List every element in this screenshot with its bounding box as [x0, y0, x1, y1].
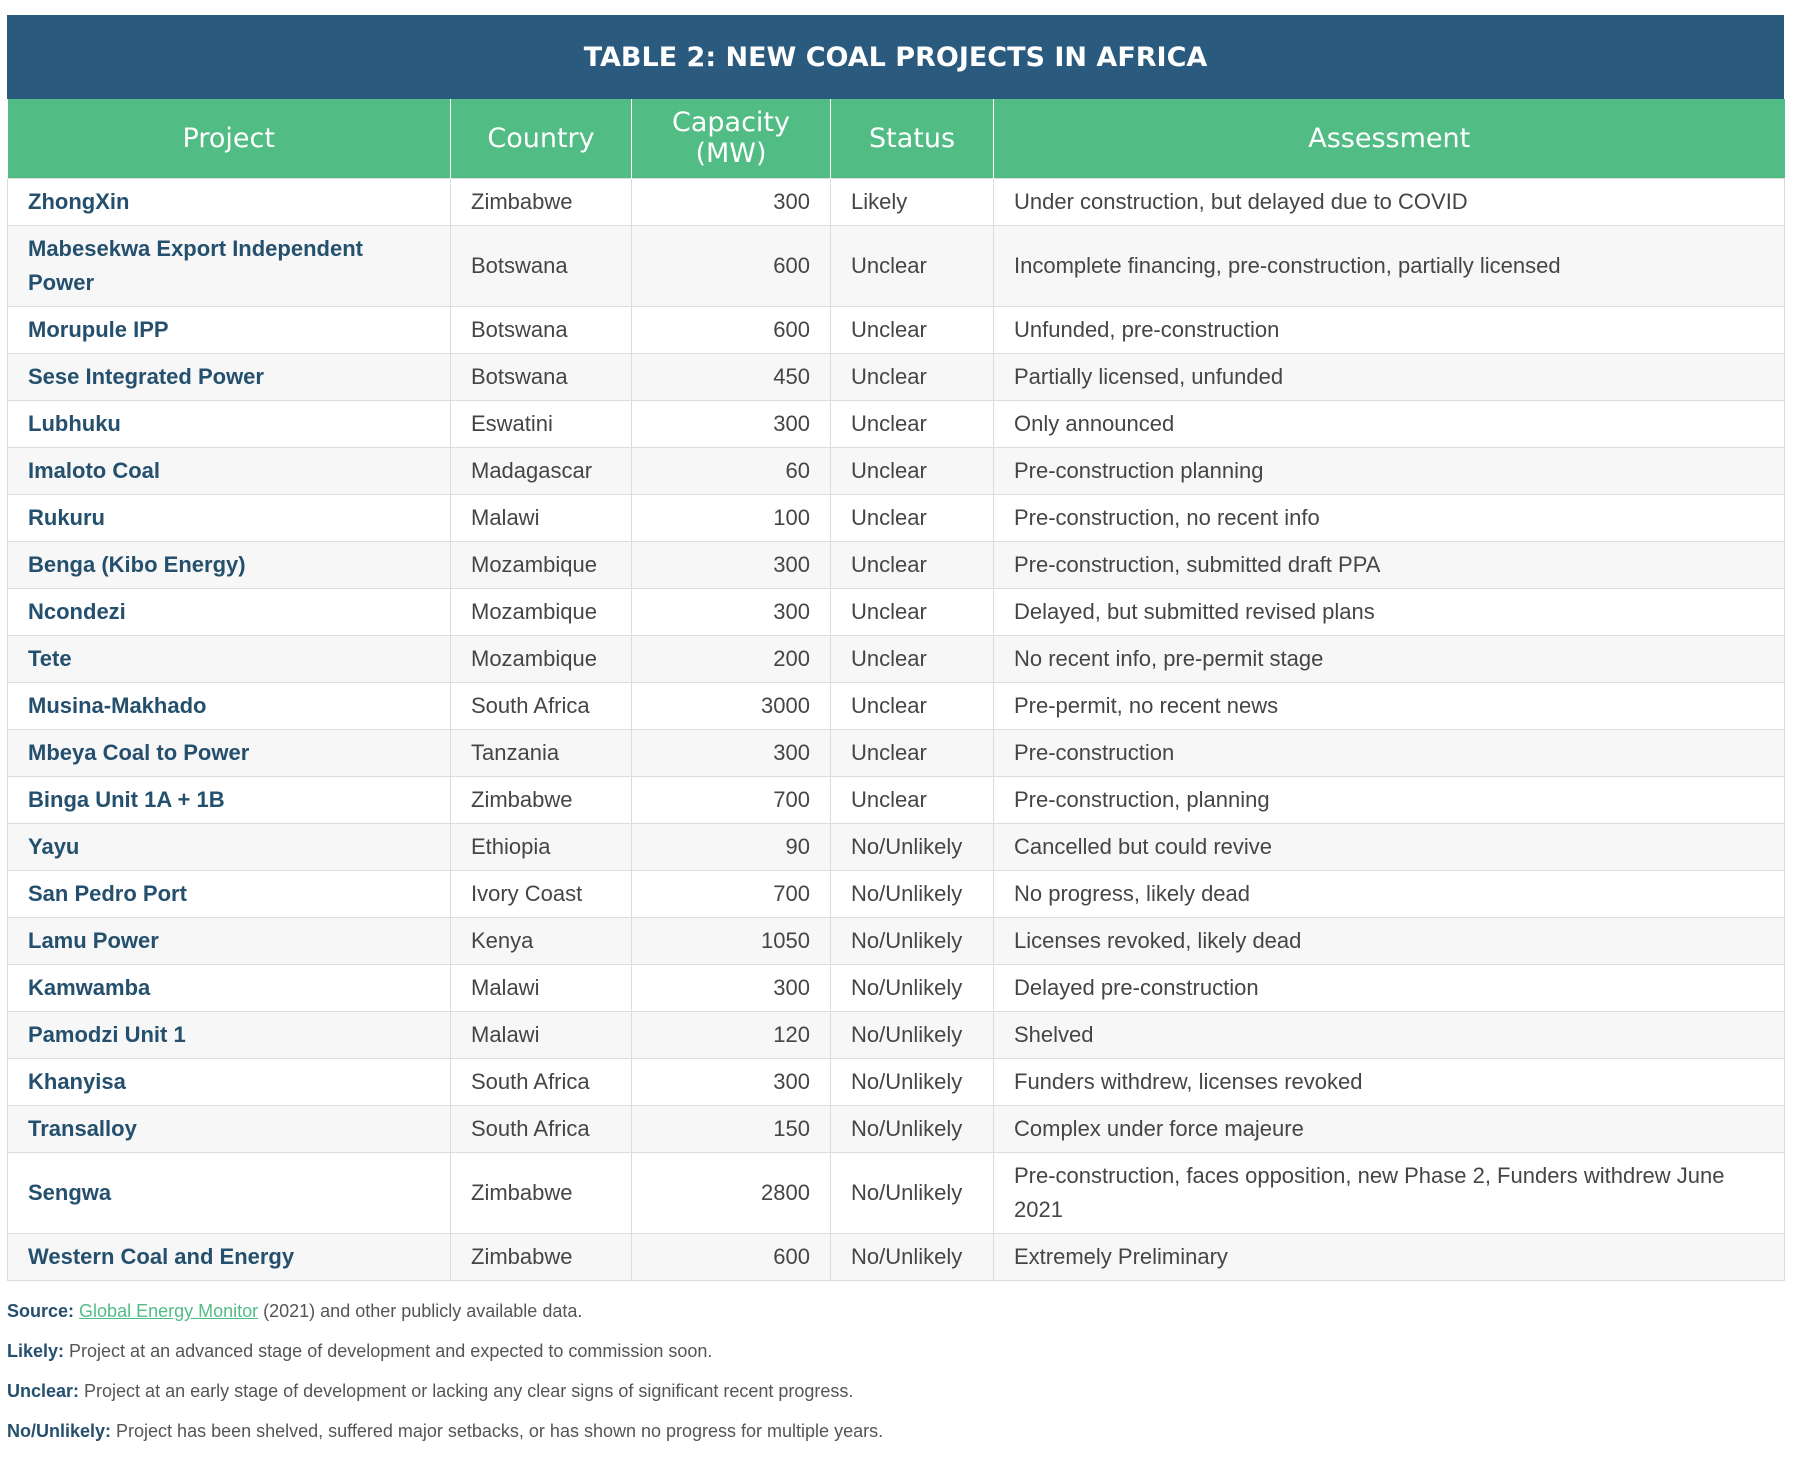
status-cell: Unclear	[831, 541, 994, 588]
country-cell: South Africa	[451, 1058, 632, 1105]
table-row	[8, 1058, 1785, 1105]
project-cell: Musina-Makhado	[8, 682, 451, 729]
column-header-assessment: Assessment	[994, 99, 1785, 178]
capacity-cell: 200	[632, 635, 831, 682]
country-cell: Botswana	[451, 353, 632, 400]
table-row	[8, 1233, 1785, 1280]
column-header-status: Status	[831, 99, 994, 178]
status-cell: No/Unlikely	[831, 1011, 994, 1058]
global-energy-monitor-link[interactable]: Global Energy Monitor	[79, 1301, 259, 1321]
status-cell: No/Unlikely	[831, 870, 994, 917]
table-row	[8, 306, 1785, 353]
country-cell: South Africa	[451, 1105, 632, 1152]
table-row	[8, 823, 1785, 870]
likely-text: Project at an advanced stage of development and expected to commission soon.	[64, 1341, 713, 1361]
project-cell: Lubhuku	[8, 400, 451, 447]
country-cell: Malawi	[451, 1011, 632, 1058]
project-cell: Sese Integrated Power	[8, 353, 451, 400]
project-cell: Western Coal and Energy	[8, 1233, 451, 1280]
country-cell: Kenya	[451, 917, 632, 964]
table-row	[8, 353, 1785, 400]
country-cell: Malawi	[451, 964, 632, 1011]
capacity-cell: 300	[632, 1058, 831, 1105]
table-row	[8, 776, 1785, 823]
status-cell: No/Unlikely	[831, 1105, 994, 1152]
assessment-cell: Pre-construction, no recent info	[994, 494, 1785, 541]
project-cell: Pamodzi Unit 1	[8, 1011, 451, 1058]
table-row	[8, 682, 1785, 729]
assessment-cell: Pre-construction, faces opposition, new Phase 2, Funders withdrew June 2021	[994, 1152, 1785, 1233]
table-row	[8, 635, 1785, 682]
unclear-label: Unclear:	[7, 1381, 80, 1401]
country-cell: Zimbabwe	[451, 776, 632, 823]
capacity-cell: 300	[632, 400, 831, 447]
table-row	[8, 1105, 1785, 1152]
table-row	[8, 729, 1785, 776]
country-cell: Zimbabwe	[451, 1152, 632, 1233]
status-cell: Unclear	[831, 635, 994, 682]
no-unlikely-label: No/Unlikely:	[7, 1421, 112, 1441]
table-row	[8, 870, 1785, 917]
country-cell: Madagascar	[451, 447, 632, 494]
project-cell: Kamwamba	[8, 964, 451, 1011]
status-cell: No/Unlikely	[831, 1058, 994, 1105]
project-cell: Sengwa	[8, 1152, 451, 1233]
country-cell: Mozambique	[451, 588, 632, 635]
assessment-cell: Pre-construction	[994, 729, 1785, 776]
project-cell: Rukuru	[8, 494, 451, 541]
table-row	[8, 178, 1785, 225]
country-cell: Malawi	[451, 494, 632, 541]
country-cell: Ivory Coast	[451, 870, 632, 917]
country-cell: Ethiopia	[451, 823, 632, 870]
column-header-project: Project	[8, 99, 451, 178]
assessment-cell: Pre-construction, submitted draft PPA	[994, 541, 1785, 588]
project-cell: Yayu	[8, 823, 451, 870]
country-cell: Tanzania	[451, 729, 632, 776]
country-cell: Botswana	[451, 225, 632, 306]
capacity-cell: 150	[632, 1105, 831, 1152]
capacity-cell: 1050	[632, 917, 831, 964]
coal-projects-table-container	[7, 15, 1784, 1281]
country-cell: Mozambique	[451, 541, 632, 588]
assessment-cell: Delayed pre-construction	[994, 964, 1785, 1011]
country-cell: Botswana	[451, 306, 632, 353]
assessment-cell: Cancelled but could revive	[994, 823, 1785, 870]
source-text: (2021) and other publicly available data.	[258, 1301, 583, 1321]
status-cell: Unclear	[831, 494, 994, 541]
status-cell: Unclear	[831, 447, 994, 494]
table-notes	[7, 1300, 1784, 1460]
likely-note	[7, 1340, 1784, 1380]
capacity-cell: 600	[632, 225, 831, 306]
capacity-cell: 450	[632, 353, 831, 400]
status-cell: No/Unlikely	[831, 1233, 994, 1280]
status-cell: Unclear	[831, 400, 994, 447]
no-unlikely-note	[7, 1420, 1784, 1460]
country-cell: Zimbabwe	[451, 178, 632, 225]
status-cell: No/Unlikely	[831, 823, 994, 870]
assessment-cell: Unfunded, pre-construction	[994, 306, 1785, 353]
assessment-cell: Pre-construction planning	[994, 447, 1785, 494]
capacity-cell: 600	[632, 1233, 831, 1280]
status-cell: Unclear	[831, 306, 994, 353]
table-row	[8, 588, 1785, 635]
capacity-cell: 60	[632, 447, 831, 494]
capacity-cell: 300	[632, 588, 831, 635]
table-row	[8, 447, 1785, 494]
status-cell: No/Unlikely	[831, 1152, 994, 1233]
capacity-cell: 2800	[632, 1152, 831, 1233]
project-cell: San Pedro Port	[8, 870, 451, 917]
column-header-country: Country	[451, 99, 632, 178]
status-cell: Unclear	[831, 353, 994, 400]
table-row	[8, 541, 1785, 588]
status-cell: No/Unlikely	[831, 917, 994, 964]
capacity-cell: 120	[632, 1011, 831, 1058]
project-cell: Khanyisa	[8, 1058, 451, 1105]
country-cell: Mozambique	[451, 635, 632, 682]
assessment-cell: Shelved	[994, 1011, 1785, 1058]
status-cell: Unclear	[831, 776, 994, 823]
assessment-cell: No progress, likely dead	[994, 870, 1785, 917]
country-cell: Zimbabwe	[451, 1233, 632, 1280]
table-row	[8, 964, 1785, 1011]
project-cell: Benga (Kibo Energy)	[8, 541, 451, 588]
table-row	[8, 225, 1785, 306]
project-cell: Tete	[8, 635, 451, 682]
unclear-text: Project at an early stage of development or lacking any clear signs of significant recent progress.	[79, 1381, 854, 1401]
project-cell: Lamu Power	[8, 917, 451, 964]
table-title: TABLE 2: NEW COAL PROJECTS IN AFRICA	[7, 15, 1784, 99]
assessment-cell: No recent info, pre-permit stage	[994, 635, 1785, 682]
column-header-capacity: Capacity (MW)	[632, 99, 831, 178]
project-cell: Ncondezi	[8, 588, 451, 635]
project-cell: Imaloto Coal	[8, 447, 451, 494]
capacity-cell: 700	[632, 776, 831, 823]
status-cell: Unclear	[831, 729, 994, 776]
table-header-row	[8, 99, 1785, 178]
assessment-cell: Funders withdrew, licenses revoked	[994, 1058, 1785, 1105]
assessment-cell: Under construction, but delayed due to COVID	[994, 178, 1785, 225]
capacity-cell: 300	[632, 178, 831, 225]
table-row	[8, 400, 1785, 447]
table-row	[8, 494, 1785, 541]
assessment-cell: Pre-construction, planning	[994, 776, 1785, 823]
project-cell: Binga Unit 1A + 1B	[8, 776, 451, 823]
capacity-cell: 3000	[632, 682, 831, 729]
source-label: Source:	[7, 1301, 75, 1321]
no-unlikely-text: Project has been shelved, suffered major setbacks, or has shown no progress for multiple years.	[111, 1421, 884, 1441]
project-cell: Mbeya Coal to Power	[8, 729, 451, 776]
table-body	[8, 178, 1785, 1280]
project-cell: ZhongXin	[8, 178, 451, 225]
project-cell: Morupule IPP	[8, 306, 451, 353]
capacity-cell: 300	[632, 541, 831, 588]
country-cell: Eswatini	[451, 400, 632, 447]
table-row	[8, 1011, 1785, 1058]
assessment-cell: Only announced	[994, 400, 1785, 447]
assessment-cell: Extremely Preliminary	[994, 1233, 1785, 1280]
status-cell: No/Unlikely	[831, 964, 994, 1011]
unclear-note	[7, 1380, 1784, 1420]
assessment-cell: Delayed, but submitted revised plans	[994, 588, 1785, 635]
likely-label: Likely:	[7, 1341, 65, 1361]
project-cell: Mabesekwa Export Independent Power	[8, 225, 451, 306]
status-cell: Unclear	[831, 682, 994, 729]
coal-projects-table	[7, 99, 1785, 1281]
assessment-cell: Incomplete financing, pre-construction, partially licensed	[994, 225, 1785, 306]
status-cell: Likely	[831, 178, 994, 225]
assessment-cell: Licenses revoked, likely dead	[994, 917, 1785, 964]
capacity-cell: 100	[632, 494, 831, 541]
capacity-cell: 300	[632, 729, 831, 776]
project-cell: Transalloy	[8, 1105, 451, 1152]
status-cell: Unclear	[831, 588, 994, 635]
capacity-cell: 700	[632, 870, 831, 917]
assessment-cell: Partially licensed, unfunded	[994, 353, 1785, 400]
status-cell: Unclear	[831, 225, 994, 306]
assessment-cell: Pre-permit, no recent news	[994, 682, 1785, 729]
capacity-cell: 600	[632, 306, 831, 353]
assessment-cell: Complex under force majeure	[994, 1105, 1785, 1152]
source-note	[7, 1300, 1784, 1340]
table-row	[8, 917, 1785, 964]
capacity-cell: 300	[632, 964, 831, 1011]
capacity-cell: 90	[632, 823, 831, 870]
table-row	[8, 1152, 1785, 1233]
country-cell: South Africa	[451, 682, 632, 729]
